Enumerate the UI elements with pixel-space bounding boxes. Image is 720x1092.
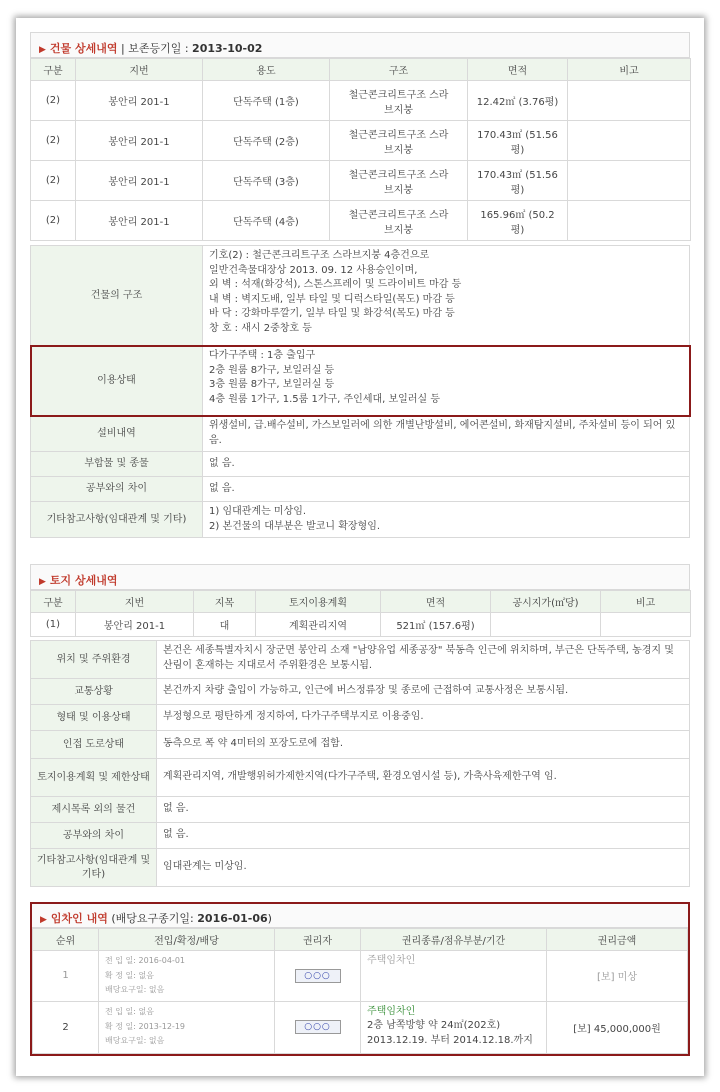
row-structure	[330, 201, 468, 241]
row-amount: [보] 45,000,000원	[547, 1001, 688, 1053]
text-line: 배당요구일: 없음	[105, 985, 165, 994]
detail-value: 본건까지 차량 출입이 가능하고, 인근에 버스정류장 및 종로에 근접하여 교통사정은 보통시됨.	[157, 679, 690, 705]
text-line: 평)	[510, 224, 525, 236]
detail-row-traffic	[31, 679, 690, 705]
land-title: 토지 상세내역	[49, 574, 118, 587]
row-kind	[361, 951, 547, 1002]
tenant-section-title	[32, 904, 688, 928]
row-note	[568, 81, 691, 121]
col-header: 지번	[76, 591, 194, 613]
row-note	[568, 161, 691, 201]
detail-value: 없 음.	[157, 797, 690, 823]
col-header: 비고	[601, 591, 691, 613]
detail-value: 없 음.	[203, 477, 690, 502]
detail-value: 계획관리지역, 개발행위허가제한지역(다가구주택, 환경오염시설 등), 가축사육제한구역 임.	[157, 759, 690, 797]
text-line: 170.43㎡ (51.56	[477, 129, 558, 141]
row-area: 521㎡ (157.6평)	[381, 613, 491, 637]
row-dates	[99, 951, 275, 1002]
detail-row-road	[31, 731, 690, 759]
col-header: 지번	[76, 59, 203, 81]
text-line: 브지붕	[384, 184, 413, 196]
detail-row-attachments	[31, 452, 690, 477]
row-area	[468, 81, 568, 121]
row-area	[468, 121, 568, 161]
col-header: 구분	[31, 591, 76, 613]
row-use: 단독주택 (3층)	[203, 161, 330, 201]
row-lot: 봉안리 201-1	[76, 121, 203, 161]
table-row	[31, 161, 691, 201]
row-area	[468, 161, 568, 201]
row-note	[601, 613, 691, 637]
detail-value: 본건은 세종특별자치시 장군면 봉안리 소재 "남양유업 세종공장" 북동측 인근에 위치하며, 부근은 단독주택, 농경지 및 산림이 혼재하는 지대로서 주위환경은 보통시됨.	[157, 641, 690, 679]
detail-label: 부합물 및 종물	[31, 452, 203, 477]
text-line: 기호(2) : 철근콘크리트구조 스라브지붕 4층건으로	[209, 250, 430, 261]
col-header: 순위	[33, 929, 99, 951]
table-row	[31, 81, 691, 121]
document-frame	[16, 18, 704, 1076]
row-structure	[330, 121, 468, 161]
text-line: 170.43㎡ (51.56	[477, 169, 558, 181]
detail-value: 동측으로 폭 약 4미터의 포장도로에 접함.	[157, 731, 690, 759]
text-line: 바 닥 : 강화마루깔기, 일부 타일 및 화강석(목도) 마감 등	[209, 308, 455, 319]
text-line: 전 입 일: 2016-04-01	[105, 956, 186, 965]
row-holder	[275, 951, 361, 1002]
row-use: 단독주택 (2층)	[203, 121, 330, 161]
building-section-title	[30, 32, 690, 58]
text-line: 철근콘크리트구조 스라	[348, 209, 449, 221]
col-header: 토지이용계획	[256, 591, 381, 613]
building-header-row	[31, 59, 691, 81]
detail-value	[203, 246, 690, 346]
row-no: (2)	[31, 201, 76, 241]
tenant-date: 2016-01-06	[197, 912, 268, 925]
triangle-bullet-icon: ▶	[39, 577, 46, 587]
text-line: 평)	[510, 184, 525, 196]
row-lot: 봉안리 201-1	[76, 161, 203, 201]
row-lot: 봉안리 201-1	[76, 201, 203, 241]
masked-name-badge[interactable]: ○○○	[295, 969, 341, 983]
tenant-header-row	[33, 929, 688, 951]
detail-value	[203, 502, 690, 538]
text-line: 배당요구일: 없음	[105, 1036, 165, 1046]
land-section	[30, 564, 690, 887]
table-row	[31, 121, 691, 161]
row-no: (2)	[31, 81, 76, 121]
tenant-date-label: (배당요구종기일:	[107, 912, 198, 925]
text-line: 내 벽 : 벽지도배, 일부 타일 및 디럭스타일(목도) 마감 등	[209, 293, 455, 305]
building-table	[30, 58, 691, 241]
row-category: 대	[194, 613, 256, 637]
detail-label: 교통상황	[31, 679, 157, 705]
detail-value: 임대관계는 미상임.	[157, 849, 690, 887]
row-amount: [보] 미상	[547, 951, 688, 1002]
row-lot: 봉안리 201-1	[76, 613, 194, 637]
text-line: 주택임차인	[367, 1005, 416, 1017]
text-line: 2) 본건물의 대부분은 발코니 확장형임.	[209, 520, 381, 532]
row-area	[468, 201, 568, 241]
tenant-section	[30, 902, 690, 1056]
row-note	[568, 121, 691, 161]
text-line: 165.96㎡ (50.2	[480, 209, 555, 221]
text-line: 4층 원룸 1가구, 1.5룸 1가구, 주인세대, 보일러실 등	[209, 393, 440, 405]
col-header: 용도	[203, 59, 330, 81]
text-line: 외 벽 : 석재(화강석), 스톤스프레이 및 드라이비트 마감 등	[209, 279, 462, 290]
row-note	[568, 201, 691, 241]
row-rank: 1	[33, 951, 99, 1002]
row-structure	[330, 161, 468, 201]
detail-label: 제시목록 외의 물건	[31, 797, 157, 823]
table-row	[33, 951, 688, 1002]
col-header: 전입/확정/배당	[99, 929, 275, 951]
detail-row-usage-highlighted	[31, 346, 690, 416]
col-header: 공시지가(㎡당)	[491, 591, 601, 613]
detail-label: 인접 도로상태	[31, 731, 157, 759]
text-line: 철근콘크리트구조 스라	[348, 129, 449, 141]
text-line: 철근콘크리트구조 스라	[348, 169, 449, 181]
col-header: 구분	[31, 59, 76, 81]
text-line: 철근콘크리트구조 스라	[348, 89, 449, 101]
building-date-label: | 보존등기일 :	[117, 42, 193, 55]
detail-row-land-use-plan	[31, 759, 690, 797]
tenant-title: 임차인 내역	[50, 912, 108, 925]
row-plan: 계획관리지역	[256, 613, 381, 637]
detail-label: 형태 및 이용상태	[31, 705, 157, 731]
col-header: 권리금액	[547, 929, 688, 951]
tenant-table	[32, 928, 688, 1054]
detail-value: 위생설비, 급.배수설비, 가스보일러에 의한 개별난방설비, 에어콘설비, 화재탐지설비, 주차설비 등이 되어 있음.	[203, 416, 690, 452]
detail-row-other-items	[31, 797, 690, 823]
detail-value: 없 음.	[157, 823, 690, 849]
building-section	[30, 32, 690, 538]
table-row	[31, 613, 691, 637]
text-line: 2013.12.19. 부터 2014.12.18.까지	[367, 1034, 533, 1046]
triangle-bullet-icon: ▶	[39, 45, 46, 55]
detail-value: 부정형으로 평탄하게 정지하여, 다가구주택부지로 이용중임.	[157, 705, 690, 731]
row-rank: 2	[33, 1001, 99, 1053]
detail-value: 없 음.	[203, 452, 690, 477]
land-detail-table	[30, 640, 690, 887]
detail-value	[203, 346, 690, 416]
detail-row-location	[31, 641, 690, 679]
text-line: 일반건축물대장상 2013. 09. 12 사용승인이며,	[209, 264, 418, 276]
col-header: 비고	[568, 59, 691, 81]
table-row	[33, 1001, 688, 1053]
text-line: 3층 원룸 8가구, 보일러실 등	[209, 379, 335, 390]
triangle-bullet-icon: ▶	[40, 915, 47, 925]
col-header: 면적	[468, 59, 568, 81]
masked-name-badge[interactable]: ○○○	[295, 1020, 341, 1034]
text-line: 전 입 일: 없음	[105, 1007, 154, 1017]
land-table	[30, 590, 691, 637]
detail-row-facilities	[31, 416, 690, 452]
detail-row-remarks	[31, 502, 690, 538]
tenant-date-close: )	[267, 912, 272, 925]
detail-label: 설비내역	[31, 416, 203, 452]
text-line: 창 호 : 새시 2중창호 등	[209, 322, 312, 334]
text-line: 12.42㎡ (3.76평)	[476, 97, 559, 108]
row-no: (2)	[31, 121, 76, 161]
detail-label: 건물의 구조	[31, 246, 203, 346]
detail-row-discrepancy	[31, 477, 690, 502]
text-line: 다가구주택 : 1층 출입구	[209, 350, 316, 361]
detail-label: 위치 및 주위환경	[31, 641, 157, 679]
text-line: 1) 임대관계는 미상임.	[209, 506, 307, 517]
land-section-title	[30, 564, 690, 590]
detail-label: 토지이용계획 및 제한상태	[31, 759, 157, 797]
text-line: 브지붕	[384, 224, 413, 236]
building-title: 건물 상세내역	[49, 42, 118, 55]
row-structure	[330, 81, 468, 121]
row-no: (2)	[31, 161, 76, 201]
row-lot: 봉안리 201-1	[76, 81, 203, 121]
col-header: 권리자	[275, 929, 361, 951]
text-line: 브지붕	[384, 144, 413, 156]
building-detail-table	[30, 245, 690, 538]
text-line: 평)	[510, 144, 525, 156]
detail-label: 공부와의 차이	[31, 477, 203, 502]
row-holder	[275, 1001, 361, 1053]
text-line: 주택임차인	[367, 955, 416, 966]
text-line: 확 정 일: 없음	[105, 970, 154, 980]
detail-label: 기타참고사항(임대관계 및 기타)	[31, 502, 203, 538]
text-line: 2층 원룸 8가구, 보일러실 등	[209, 364, 335, 376]
detail-row-discrepancy	[31, 823, 690, 849]
detail-row-remarks	[31, 849, 690, 887]
detail-row-shape	[31, 705, 690, 731]
table-row	[31, 201, 691, 241]
row-use: 단독주택 (4층)	[203, 201, 330, 241]
text-line: 2층 남쪽방향 약 24㎡(202호)	[367, 1020, 501, 1031]
text-line: 확 정 일: 2013-12-19	[105, 1021, 186, 1031]
col-header: 구조	[330, 59, 468, 81]
row-price	[491, 613, 601, 637]
detail-row-structure	[31, 246, 690, 346]
row-use: 단독주택 (1층)	[203, 81, 330, 121]
row-no: (1)	[31, 613, 76, 637]
col-header: 면적	[381, 591, 491, 613]
land-header-row	[31, 591, 691, 613]
detail-label: 기타참고사항(임대관계 및 기타)	[31, 849, 157, 887]
row-dates	[99, 1001, 275, 1053]
text-line: 브지붕	[384, 104, 413, 116]
col-header: 권리종류/점유부분/기간	[361, 929, 547, 951]
building-date: 2013-10-02	[192, 42, 263, 55]
row-kind	[361, 1001, 547, 1053]
col-header: 지목	[194, 591, 256, 613]
detail-label: 공부와의 차이	[31, 823, 157, 849]
detail-label: 이용상태	[31, 346, 203, 416]
